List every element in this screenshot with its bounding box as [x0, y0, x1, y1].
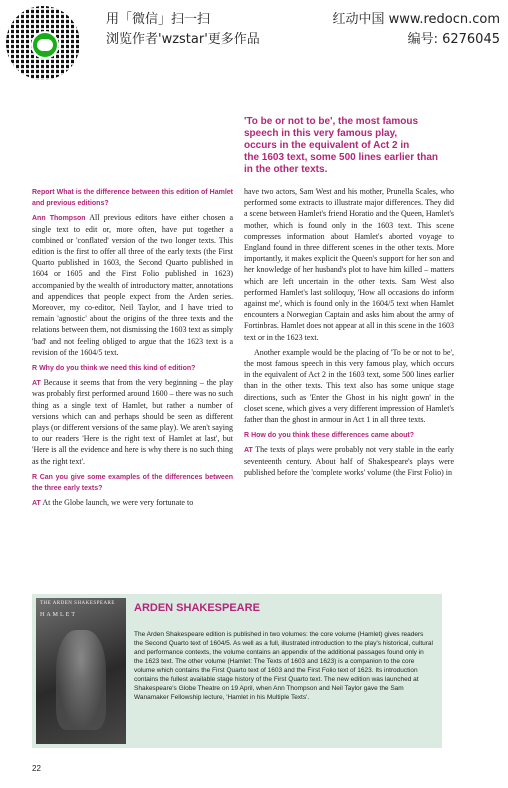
speaker-label: AT [32, 380, 41, 388]
answer-text: At the Globe launch, we were very fortunate to [42, 498, 194, 508]
speaker-label: Ann Thompson [32, 215, 86, 223]
item-number: 编号: 6276045 [407, 32, 500, 47]
wechat-logo-icon [31, 31, 59, 59]
qr-code-icon[interactable] [6, 6, 80, 80]
author-link[interactable]: 浏览作者'wzstar'更多作品 [106, 32, 260, 47]
answer-text: The texts of plays were probably not very stable in the early seventeenth century. About half of Shakespeare's plays were published before the 'complete works' volume (the First Folio) in [244, 445, 454, 477]
cover-series-name: THE ARDEN SHAKESPEARE [40, 601, 115, 606]
chat-bubble-icon [37, 39, 53, 51]
answer-2 [32, 377, 233, 467]
answer-4 [244, 444, 454, 478]
question-2 [32, 362, 233, 373]
question-text: Can you give some examples of the differences between the three early texts? [32, 473, 233, 493]
page-number: 22 [32, 764, 41, 773]
sidebar-box [32, 594, 442, 748]
scan-instruction: 用「微信」扫一扫 [106, 12, 211, 27]
answer-text: Because it seems that from the very beginning – the play was probably first performed around 1600 – there was no such thing as a single text of Hamlet, but rather a number of versions which can and perhaps should be seen as different plays (or different versions of the same play). We aren't saying to our readers 'Here is the right text of Hamlet at last', but 'Here is all the evidence and here is why there is no such thing as the right text'. [32, 378, 234, 466]
question-4 [244, 429, 454, 440]
article-column-right [244, 186, 454, 482]
speaker-label: AT [32, 500, 41, 508]
paragraph: Another example would be the placing of 'To be or not to be', the most famous speech in this very famous play, which occurs in the equivalent of Act 2 in the 1603 text, some 500 lines earlier than in the other texts. This text also has some unique stage directions, such as 'Enter the Ghost in his night gown' in the closet scene, which gives a very different impression of Hamlet's father than the ghost in armour in Act 1 in all three texts. [244, 347, 454, 425]
answer-1 [32, 212, 233, 358]
box-title: ARDEN SHAKESPEARE [134, 602, 260, 614]
speaker-label: R [244, 432, 250, 440]
box-body: The Arden Shakespeare edition is published in two volumes: the core volume (Hamlet) gives readers the Second Quarto text of 1604/5. As well as a full, illustrated introduction to the play's historical, cultural and performance contexts, the volume contains an appendix of the additional passages found only in the 1623 text. The other volume (Hamlet: The Texts of 1603 and 1623) is a companion to the core volume which contains the First Quarto text of 1603 and the First Folio text of 1623. Its introduction contains the fullest available stage history of the First Quarto text. The new edition was launched at Shakespeare's Globe Theatre on 19 April, when Ann Thompson and Neil Taylor gave the Sam Wanamaker Fellowship lecture, 'Hamlet in his Multiple Texts'. [134, 631, 433, 701]
question-text: Why do you think we need this kind of edition? [39, 365, 196, 373]
question-1 [32, 186, 233, 208]
pull-quote: 'To be or not to be', the most famous speech in this very famous play, occurs in the equivalent of Act 2 in the 1603 text, some 500 lines earlier than in the other texts. [244, 116, 438, 175]
book-cover-image [36, 598, 126, 744]
question-text: What is the difference between this edition of Hamlet and previous editions? [32, 189, 233, 208]
watermark-banner [0, 0, 508, 88]
question-text: How do you think these differences came about? [251, 432, 415, 440]
answer-text: All previous editors have either chosen a single text to edit or, more often, have put together a combined or 'conflated' version of the two longer texts. This edition is the first to offer all three of the early texts (the First Quarto published in 1603, the Second Quarto published in 1604 or 1605 and the First Folio published in 1623) accompanied by the wealth of introductory matter, annotations and appendices that people expect from the Arden series. Moreover, my co-editor, Neil Taylor, and I have tried to remain 'agnostic' about the origins of the three texts and the relations between them, not dismissing the 1603 text as simply 'bad' and not feeling obliged to argue that the 1623 text is a revision of the 1604/5 text. [32, 213, 234, 357]
paragraph: have two actors, Sam West and his mother, Prunella Scales, who performed some extracts to illustrate major differences. They did a scene between Hamlet's friend Horatio and the Queen, Hamlet's mother, which is found only in the 1603 text. This scene compresses information about Hamlet's aborted voyage to England found in three different scenes in the other texts. More importantly, it makes explicit the Queen's support for her son and her knowledge of her husband's plot to have him killed – matters which are left uncertain in the other texts. Sam West also performed Hamlet's last soliloquy, 'How all occasions do inform against me', which is found only in the 1604/5 text when Hamlet encounters a Norwegian Captain and asks him about the army of Fortinbras. Hamlet does not appear at all in this scene in the 1603 text or in the 1623 text. [244, 187, 454, 342]
answer-3 [32, 497, 233, 508]
cover-artwork [56, 630, 106, 730]
speaker-label: R [32, 365, 38, 373]
speaker-label: R [32, 473, 38, 481]
speaker-label: AT [244, 447, 253, 455]
article-column-left [32, 186, 233, 512]
site-name[interactable]: 红动中国 www.redocn.com [332, 12, 500, 27]
speaker-label: Report [32, 189, 55, 196]
question-3 [32, 471, 233, 493]
cover-title: HAMLET [40, 612, 77, 618]
